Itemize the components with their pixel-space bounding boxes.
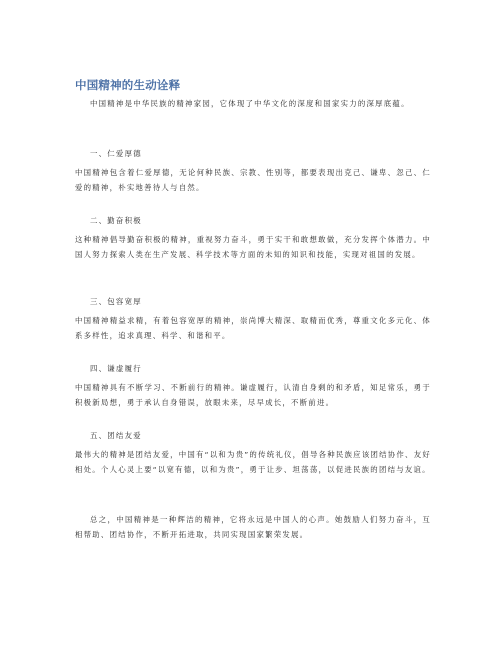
intro-paragraph: 中国精神是中华民族的精神家园，它体现了中华文化的深度和国家实力的深厚底蕴。 xyxy=(90,99,410,108)
section-body-2: 这种精神倡导勤奋积极的精神，重视努力奋斗，勇于实干和敢想敢做，充分发挥个体潜力。中国人努力探索人类在生产发展、科学技术等方面的未知的知识和技能，实现对祖国的发展。 xyxy=(75,235,431,259)
section-heading-5: 五、团结友爱 xyxy=(90,431,142,440)
section-body-4: 中国精神具有不断学习、不断前行的精神。谦虚履行，认清自身剩的和矛盾，知足常乐，勇于积极新局想，勇于承认自身错误，放眼未来，尽早成长，不断前进。 xyxy=(75,383,431,407)
section-heading-2: 二、勤奋积极 xyxy=(90,216,142,225)
section-body-3: 中国精神精益求精，有着包容宽厚的精神，崇尚博大精深、取精而优秀，尊重文化多元化、体系多样性，追求真理、科学、和谐和平。 xyxy=(75,316,431,340)
conclusion-paragraph: 总之，中国精神是一种辉洁的精神，它将永远是中国人的心声。她鼓励人们努力奋斗，互相帮助、团结协作，不断开拓进取，共同实现国家繁荣发展。 xyxy=(75,515,431,539)
document-title: 中国精神的生动诠释 xyxy=(75,78,181,92)
section-heading-1: 一、仁爱厚德 xyxy=(90,149,142,158)
section-heading-4: 四、谦虚履行 xyxy=(90,364,142,373)
section-heading-3: 三、包容宽厚 xyxy=(90,297,142,306)
section-body-5: 最伟大的精神是团结友爱，中国有“以和为贵”的传统礼仪，倡导各种民族应该团结协作、友好相处。个人心灵上要“以宽有德，以和为贵”，勇于让步、坦荡荡，以促进民族的团结与友谊。 xyxy=(75,450,431,474)
section-body-1: 中国精神包含着仁爱厚德，无论何种民族、宗教、性别等，都要表现出克己、谦卑、忽己、仁爱的精神，朴实地善待人与自然。 xyxy=(75,168,431,192)
